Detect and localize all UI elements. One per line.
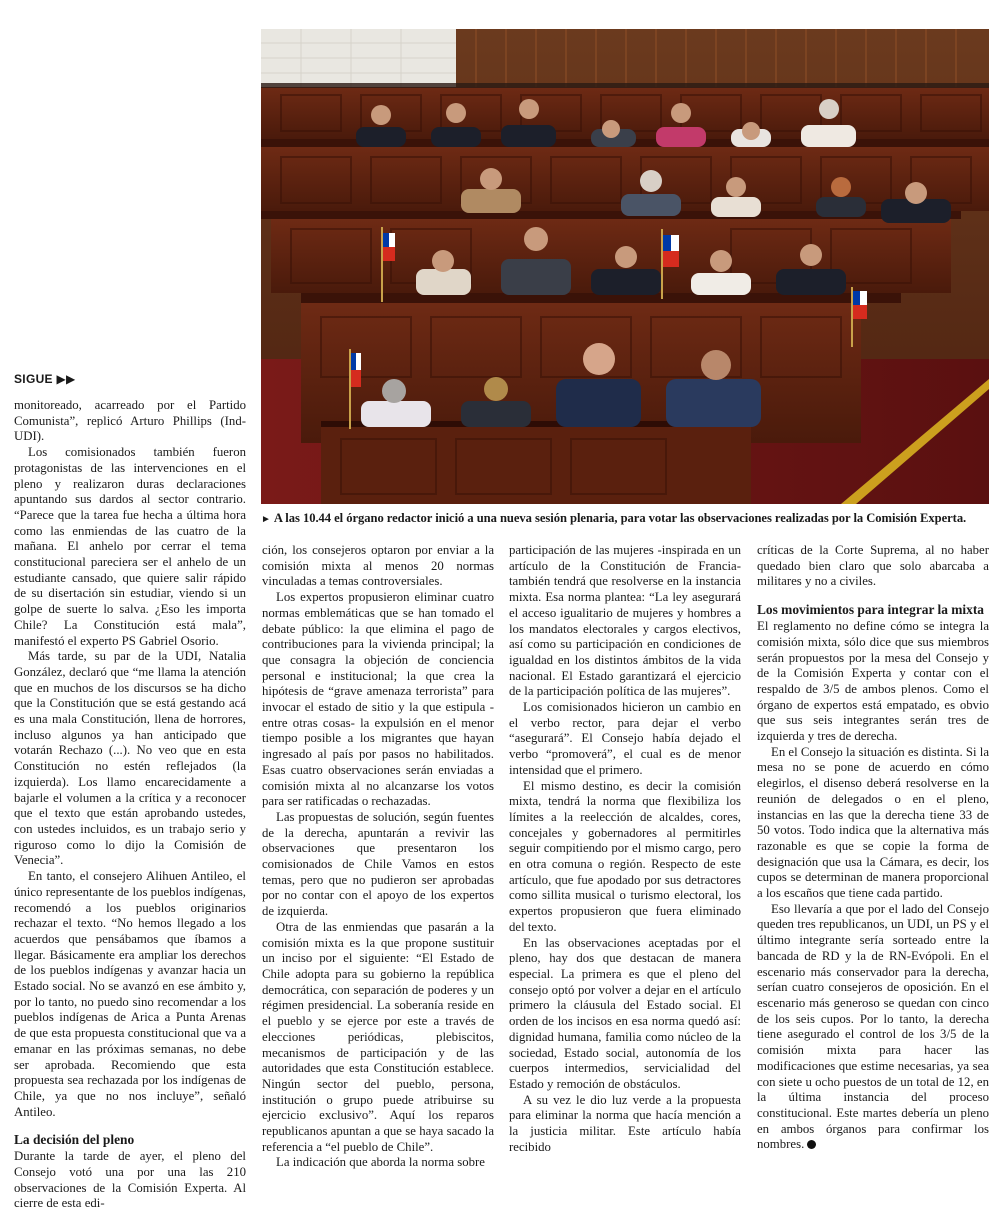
photo-caption-text: A las 10.44 el órgano redactor inició a una nueva sesión plenaria, para votar las observaciones realizadas por la Comisión Experta. — [273, 511, 967, 525]
paragraph-text: Eso llevaría a que por el lado del Consejo queden tres republicanos, un UDI, un PS y el último integrante sería sorteado entre la bancada de RD y la de RN-Evópoli. En el escenario más conservador para la derecha, serían cuatro consejeros de oposición. En el escenario más generoso se quedan con cinco de los seis cupos. Por lo tanto, la derecha tiene asegurado el control de los 3/5 de la comisión mixta para hacer las modificaciones que estime necesarias, ya sea con siete u ocho puestos de un total de 12, en la última instancia del proceso constitucional. Este martes debería un pleno en ambos órganos para confirmar los nombres. — [757, 901, 989, 1152]
paragraph: Durante la tarde de ayer, el pleno del Consejo votó una por una las 210 observaciones de la Comisión Experta. Al cierre de esta edi- — [14, 1149, 246, 1211]
article-column-1 — [14, 398, 246, 1212]
plenary-session-photo — [261, 29, 989, 504]
paragraph: En las observaciones aceptadas por el pleno, hay dos que destacan de manera especial. La primera es que el pleno del consejo optó por volver a dejar en el artículo primero la cláusula del Estado social. El orden de los incisos en esa norma quedó así: dignidad humana, familia como núcleo de la sociedad, Estado social, autonomía de los cuerpos intermedios, servicialidad del Estado y remoción de obstáculos. — [509, 935, 741, 1091]
paragraph: Los comisionados hicieron un cambio en el verbo rector, para dejar el verbo “asegurará”. El Consejo había dejado el verbo “promoverá”, el cual es de menor intensidad que el primero. — [509, 700, 741, 777]
paragraph: Las propuestas de solución, según fuentes de la derecha, apuntarán a revivir las observaciones que presentaron los comisionados de Chile Vamos en estos temas, pero que no pudieron ser aprobadas por no contar con el apoyo de los expertos de izquierda. — [262, 809, 494, 919]
paragraph: Más tarde, su par de la UDI, Natalia González, declaró que “me llama la atención que en muchos de los discursos se ha dicho que la Constitución que se está gestando acá es una mala Constitución, llena de horrores, incluso algunos ya han anticipado que votarán Rechazo (...). No veo que en esta Constitución no estén reflejados (la izquierda). Los llamo encarecidamente a bajarle el volumen a la crítica y a reconocer que el texto que están aprobando ustedes, con ustedes incluidos, es un trabajo serio y riguroso como lo dijo la Comisión de Venecia”. — [14, 649, 246, 868]
council-plenary-photo-illustration — [261, 29, 989, 504]
section-heading: La decisión del pleno — [14, 1132, 135, 1148]
paragraph: El mismo destino, es decir la comisión mixta, tendrá la norma que flexibiliza los límites a la reelección de alcaldes, cores, concejales y gobernadores al permitirles seguir compitiendo por el mismo cargo, pero en otra comuna o región. Respecto de este artículo, que fue apodado por sus detractores como sillita musical o turismo electoral, los expertos propusieron que fuera eliminado del texto. — [509, 778, 741, 934]
paragraph: El reglamento no define cómo se integra la comisión mixta, sólo dice que sus miembros serán propuestos por la mesa del Consejo y de la Comisión Experta y contar con el respaldo de 3/5 de ambos plenos. Como el órgano de expertos está empatado, es obvio que sus seis integrantes serán tres de izquierda y tres de derecha. — [757, 619, 989, 744]
photo-caption — [261, 510, 996, 528]
paragraph: La indicación que aborda la norma sobre — [276, 1155, 485, 1170]
paragraph-last — [757, 902, 989, 1153]
paragraph: Los comisionados también fueron protagonistas de las intervenciones en el pleno y realizaron duras declaraciones apuntando sus dardos al sector contrario. “Parece que la tarea fue hecha a última hora como las enmiendas de las cuatro de la mañana. El anhelo por cerrar el tema constitucional pareciera ser el anhelo de un estudiante cansado, que quiere salir rápido de su disertación sin estudiar, viendo si un golpe de suerte lo salva. ¿Eso les importa Chile? La Constitución está mala”, manifestó el experto PS Gabriel Osorio. — [14, 445, 246, 648]
section-heading: Los movimientos para integrar la mixta — [757, 602, 984, 618]
caption-arrow-icon: ► — [261, 514, 271, 525]
paragraph: críticas de la Corte Suprema, al no haber quedado bien claro que solo abarcaba a militares y no a civiles. — [757, 543, 989, 589]
paragraph: ción, los consejeros optaron por enviar a la comisión mixta al menos 20 normas vinculadas a temas controversiales. — [262, 543, 494, 589]
paragraph: Otra de las enmiendas que pasarán a la comisión mixta es la que propone sustituir un inciso por el siguiente: “El Estado de Chile adopta para su gobierno la república democrática, con separación de poderes y un régimen presidencial. La soberanía reside en el pueblo y se ejerce por este a través de elecciones periódicas, plebiscitos, mecanismos de participación y de las autoridades que esta Constitución establece. Ningún sector del pueblo, persona, institución o grupo puede atribuirse su ejercicio exclusivo”. Aquí los reparos republicanos apuntan a que se haya sacado la referencia a “el pueblo de Chile”. — [262, 919, 494, 1154]
end-of-article-icon — [807, 1140, 816, 1149]
article-column-4 — [757, 543, 989, 1153]
paragraph: monitoreado, acarreado por el Partido Comunista”, replicó Arturo Phillips (Ind-UDI). — [14, 398, 246, 444]
continues-label: SIGUE ▶▶ — [14, 372, 76, 386]
article-column-3 — [509, 543, 741, 1155]
paragraph: participación de las mujeres -inspirada en un artículo de la Constitución de Francia- también tendrá que resolverse en la instancia mixta. Esa norma plantea: “La ley asegurará el acceso igualitario de mujeres y hombres a los mandatos electorales y cargos electivos, así como su participación en condiciones de igualdad en los distintos ámbitos de la vida nacional. El Estado garantizará el ejercicio de la participación política de las mujeres”. — [509, 543, 741, 699]
article-column-2 — [262, 543, 494, 1171]
paragraph: Los expertos propusieron eliminar cuatro normas emblemáticas que se han tomado el debate público: la que elimina el pago de contribuciones para la vivienda principal; la que consagra la objeción de conciencia personal e institucional; la que crea la hipótesis de “grave amenaza terrorista” para invocar el estado de sitio y la que estipula -entre otras cosas- la expulsión en el menor tiempo posible a los migrantes que hayan ingresado al país por pasos no habilitados. Esas cuatro observaciones serán enviadas a comisión mixta al no alcanzarse los votos para ser ratificadas o rechazadas. — [262, 590, 494, 809]
paragraph: En tanto, el consejero Alihuen Antileo, el único representante de los pueblos indígenas, recomendó a los pueblos originarios rechazar el texto. “No hemos llegado a los acuerdos que pensábamos que íbamos a llegar. Básicamente era ampliar los derechos de los pueblos indígenas y avanzar hacia un Estado social. No se avanzó en ese ámbito y, por lo tanto, no puedo sino recomendar a los pueblos indígenas de Arica a Punta Arenas de que esta propuesta constitucional que va a emanar en las próximas semanas, no debe ser aprobada. Recomiendo que esta propuesta sea rechazada por los indígenas de Chile, ya que no nos incluye”, señaló Antileo. — [14, 869, 246, 1119]
paragraph: A su vez le dio luz verde a la propuesta para eliminar la norma que hacía mención a la justicia militar. Este artículo había recibido — [509, 1092, 741, 1154]
paragraph: En el Consejo la situación es distinta. Si la mesa no se pone de acuerdo en cómo elegirlos, el disenso deberá resolverse en la reunión de delegados o en el pleno, instancias en las que la derecha tiene 33 de 50 votos. Todo indica que la alternativa más razonable es que se copie la forma de designación que usa la Cámara, es decir, los cupos se determinan de manera proporcional a los escaños que tiene cada partido. — [757, 744, 989, 901]
